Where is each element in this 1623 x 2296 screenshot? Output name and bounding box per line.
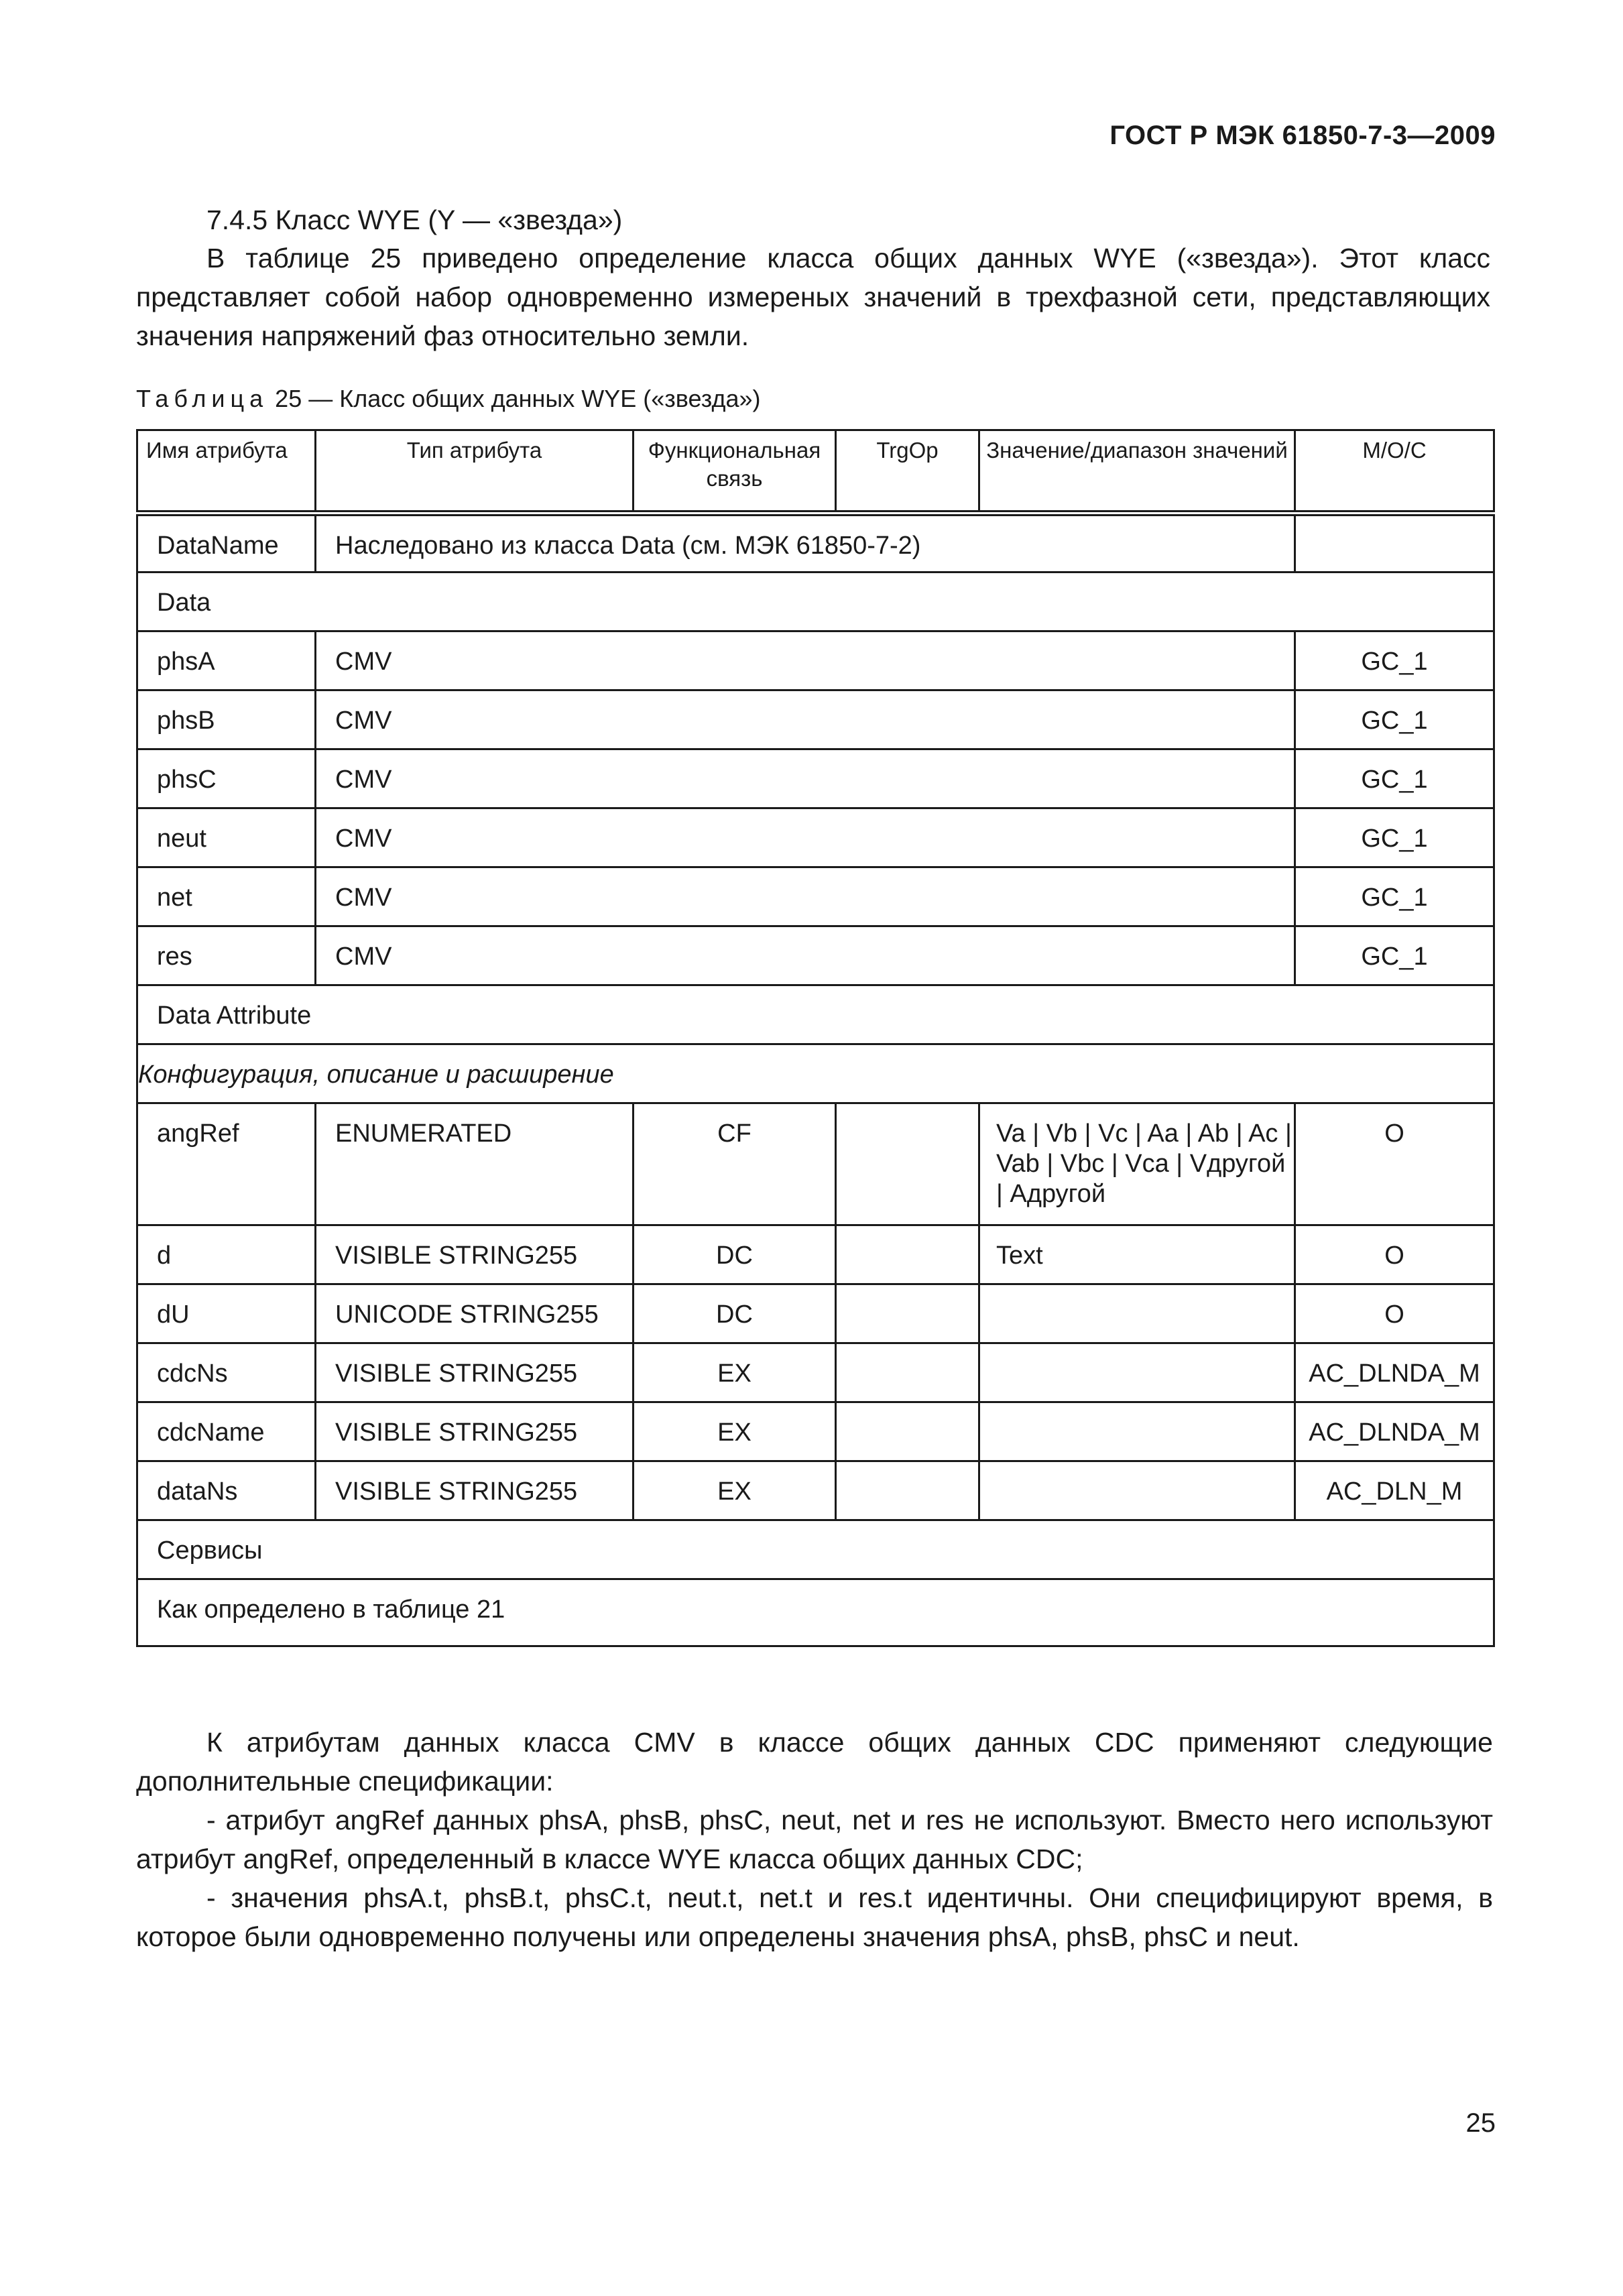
header-attribute-type: Тип атрибута xyxy=(316,430,634,513)
body-paragraph-3: - значения phsA.t, phsB.t, phsC.t, neut.t, net.t и res.t идентичны. Они специфицируют время, в которое были одновременно получены или определены значения phsA, phsB, phsC и neut. xyxy=(136,1882,1493,1952)
cell-value: Text xyxy=(979,1225,1295,1284)
section-row-data-attribute xyxy=(137,985,1494,1044)
cell-name: DataName xyxy=(137,513,316,572)
cell-type: VISIBLE STRING255 xyxy=(316,1225,634,1284)
cell-fc: EX xyxy=(634,1461,836,1520)
cell-type: UNICODE STRING255 xyxy=(316,1284,634,1343)
cell-trgop xyxy=(836,1103,979,1225)
header-moc: М/О/С xyxy=(1295,430,1494,513)
cell-trgop xyxy=(836,1225,979,1284)
wye-cdc-table xyxy=(136,429,1495,1647)
table-row xyxy=(137,1225,1494,1284)
cell-value: Va | Vb | Vc | Aa | Ab | Ac | Vab | Vbc | Vca | Vдругой | Aдругой xyxy=(979,1103,1295,1225)
section-label: Data xyxy=(137,572,1494,631)
table-row xyxy=(137,1284,1494,1343)
table-row xyxy=(137,867,1494,926)
table-row xyxy=(137,513,1494,572)
cell-moc: AC_DLN_M xyxy=(1295,1461,1494,1520)
table-header-row xyxy=(137,430,1494,513)
cell-trgop xyxy=(836,1343,979,1402)
subsection-row-config xyxy=(137,1044,1494,1103)
cell-moc: AC_DLNDA_M xyxy=(1295,1402,1494,1461)
cell-type: VISIBLE STRING255 xyxy=(316,1402,634,1461)
cell-inherited: Наследовано из класса Data (см. МЭК 61850-7-2) xyxy=(316,513,1295,572)
cell-value xyxy=(979,1343,1295,1402)
cell-fc: EX xyxy=(634,1402,836,1461)
cell-type: CMV xyxy=(316,749,1295,808)
cell-moc: AC_DLNDA_M xyxy=(1295,1343,1494,1402)
cell-moc: GC_1 xyxy=(1295,867,1494,926)
cell-type: VISIBLE STRING255 xyxy=(316,1343,634,1402)
table-row xyxy=(137,808,1494,867)
cell-moc: O xyxy=(1295,1103,1494,1225)
body-paragraph-2: - атрибут angRef данных phsA, phsB, phsC, neut, net и res не используют. Вместо него используют атрибут angRef, определенный в классе WYE класса общих данных CDC; xyxy=(136,1805,1493,1874)
cell-name: dataNs xyxy=(137,1461,316,1520)
cell-moc: GC_1 xyxy=(1295,926,1494,985)
table-row xyxy=(137,1402,1494,1461)
subsection-label: Конфигурация, описание и расширение xyxy=(137,1044,1494,1103)
cell-moc: GC_1 xyxy=(1295,690,1494,749)
cell-type: CMV xyxy=(316,690,1295,749)
services-row xyxy=(137,1579,1494,1646)
table-caption-label: Таблица xyxy=(136,385,269,412)
body-paragraph-1: К атрибутам данных класса CMV в классе общих данных CDC применяют следующие дополнительные спецификации: xyxy=(136,1727,1493,1797)
page-number: 25 xyxy=(1465,2108,1496,2138)
cell-name: dU xyxy=(137,1284,316,1343)
cell-fc: DC xyxy=(634,1284,836,1343)
cell-name: phsA xyxy=(137,631,316,690)
header-functional-constraint: Функциональная связь xyxy=(634,430,836,513)
cell-name: net xyxy=(137,867,316,926)
cell-type: CMV xyxy=(316,631,1295,690)
cell-moc: GC_1 xyxy=(1295,749,1494,808)
table-row xyxy=(137,749,1494,808)
document-code: ГОСТ Р МЭК 61850-7-3—2009 xyxy=(1109,121,1496,150)
cell-name: cdcName xyxy=(137,1402,316,1461)
cell-trgop xyxy=(836,1461,979,1520)
cell-type: CMV xyxy=(316,926,1295,985)
cell-moc: GC_1 xyxy=(1295,808,1494,867)
cell-trgop xyxy=(836,1402,979,1461)
cell-name: angRef xyxy=(137,1103,316,1225)
table-row xyxy=(137,1461,1494,1520)
cell-value xyxy=(979,1284,1295,1343)
section-label: Сервисы xyxy=(137,1520,1494,1579)
cell-moc: GC_1 xyxy=(1295,631,1494,690)
cell-type: CMV xyxy=(316,808,1295,867)
table-caption-text: 25 — Класс общих данных WYE («звезда») xyxy=(275,385,761,412)
cell-name: phsC xyxy=(137,749,316,808)
section-label: Data Attribute xyxy=(137,985,1494,1044)
intro-paragraph: В таблице 25 приведено определение класса общих данных WYE («звезда»). Этот класс представляет собой набор одновременно измереных значений в трехфазной сети, представляющих значения напряжений фаз относительно земли. xyxy=(136,243,1490,351)
header-trgop: TrgOp xyxy=(836,430,979,513)
cell-fc: EX xyxy=(634,1343,836,1402)
section-title: 7.4.5 Класс WYE (Y — «звезда») xyxy=(206,204,623,235)
cell-fc: CF xyxy=(634,1103,836,1225)
cell-value xyxy=(979,1461,1295,1520)
table-caption xyxy=(136,385,760,413)
cell-moc xyxy=(1295,513,1494,572)
cell-fc: DC xyxy=(634,1225,836,1284)
table-row xyxy=(137,926,1494,985)
cell-value xyxy=(979,1402,1295,1461)
cell-name: res xyxy=(137,926,316,985)
cell-type: ENUMERATED xyxy=(316,1103,634,1225)
cell-type: VISIBLE STRING255 xyxy=(316,1461,634,1520)
section-row-data xyxy=(137,572,1494,631)
cell-moc: O xyxy=(1295,1284,1494,1343)
cell-type: CMV xyxy=(316,867,1295,926)
header-value-range: Значение/диапазон значений xyxy=(979,430,1295,513)
cell-name: neut xyxy=(137,808,316,867)
table-row xyxy=(137,690,1494,749)
services-text: Как определено в таблице 21 xyxy=(137,1579,1494,1646)
table-row xyxy=(137,1343,1494,1402)
section-row-services xyxy=(137,1520,1494,1579)
table-row xyxy=(137,1103,1494,1225)
cell-trgop xyxy=(836,1284,979,1343)
table-row xyxy=(137,631,1494,690)
cell-moc: O xyxy=(1295,1225,1494,1284)
cell-name: d xyxy=(137,1225,316,1284)
cell-name: cdcNs xyxy=(137,1343,316,1402)
header-attribute-name: Имя атрибута xyxy=(137,430,316,513)
cell-name: phsB xyxy=(137,690,316,749)
